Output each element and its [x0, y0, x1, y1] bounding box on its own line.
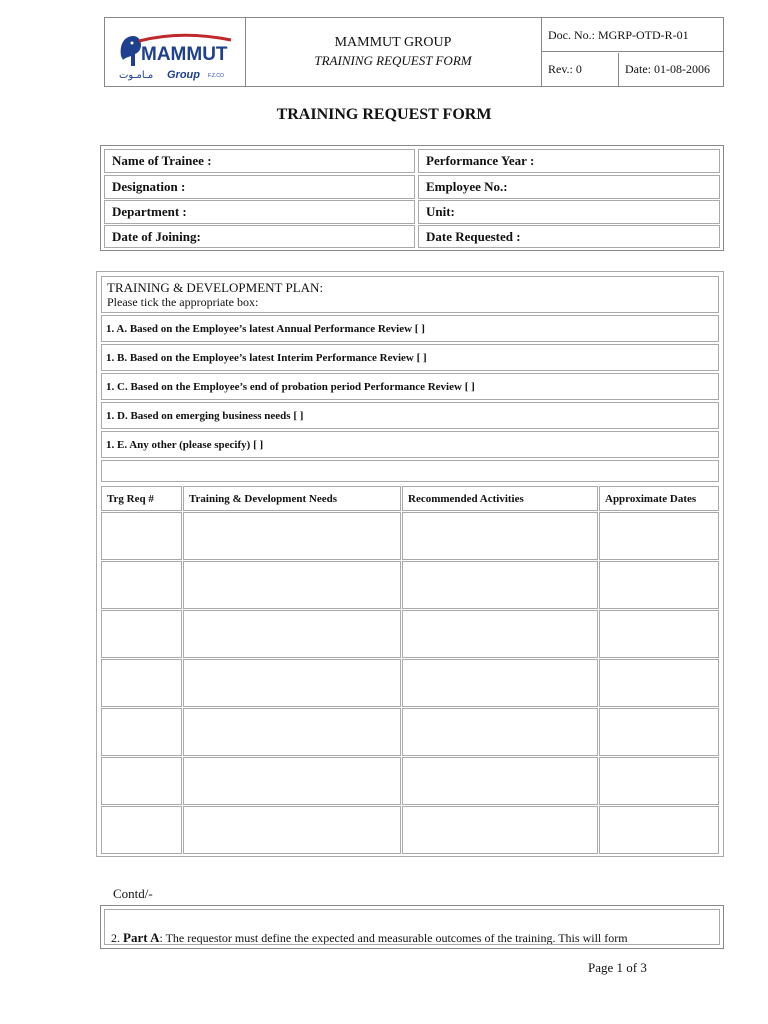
needs-cell[interactable]: [183, 708, 401, 756]
doc-number: Doc. No.: MGRP-OTD-R-01: [541, 18, 723, 52]
part-a-label: Part A: [123, 930, 160, 945]
revision: Rev.: 0: [541, 53, 619, 86]
company-title-cell: [245, 18, 542, 86]
employee-no-field[interactable]: Employee No.:: [418, 175, 720, 199]
trg-req-cell[interactable]: [101, 610, 182, 658]
date-requested-field[interactable]: Date Requested :: [418, 225, 720, 248]
trg-req-cell[interactable]: [101, 512, 182, 560]
activities-cell[interactable]: [402, 610, 598, 658]
col-trg-req: Trg Req #: [101, 486, 182, 511]
date-of-joining-field[interactable]: Date of Joining:: [104, 225, 415, 248]
specify-field[interactable]: [101, 460, 719, 482]
needs-cell[interactable]: [183, 610, 401, 658]
svg-text:مـامـوت: مـامـوت: [119, 70, 154, 81]
dates-cell[interactable]: [599, 708, 719, 756]
name-of-trainee-field[interactable]: Name of Trainee :: [104, 149, 415, 173]
mammut-logo: [111, 26, 239, 82]
part-a-box: [100, 905, 724, 949]
activities-cell[interactable]: [402, 659, 598, 707]
plan-title: TRAINING & DEVELOPMENT PLAN:: [107, 280, 324, 295]
part-a-text: [104, 909, 720, 945]
document-header: [104, 17, 724, 87]
needs-cell[interactable]: [183, 757, 401, 805]
unit-field[interactable]: Unit:: [418, 200, 720, 224]
part-a-body: : The requestor must define the expected and measurable outcomes of the training. This will form: [159, 931, 628, 945]
trainee-info-table: [100, 145, 724, 251]
designation-field[interactable]: Designation :: [104, 175, 415, 199]
svg-text:Group: Group: [167, 69, 200, 81]
svg-text:MAMMUT: MAMMUT: [141, 44, 228, 65]
plan-instruction: Please tick the appropriate box:: [107, 295, 259, 309]
logo-cell: [105, 18, 246, 86]
option-1d[interactable]: 1. D. Based on emerging business needs [ ]: [101, 402, 719, 429]
page-number: Page 1 of 3: [588, 960, 647, 975]
activities-cell[interactable]: [402, 561, 598, 609]
doc-date: Date: 01-08-2006: [625, 62, 710, 76]
activities-cell[interactable]: [402, 757, 598, 805]
option-1c[interactable]: 1. C. Based on the Employee’s end of probation period Performance Review [ ]: [101, 373, 719, 400]
activities-cell[interactable]: [402, 708, 598, 756]
activities-cell[interactable]: [402, 512, 598, 560]
training-plan-section: [96, 271, 724, 857]
option-1a[interactable]: 1. A. Based on the Employee’s latest Annual Performance Review [ ]: [101, 315, 719, 342]
continued-note: Contd/-: [113, 886, 153, 901]
col-activities: Recommended Activities: [402, 486, 598, 511]
needs-cell[interactable]: [183, 806, 401, 854]
plan-header: [101, 276, 719, 313]
trg-req-cell[interactable]: [101, 659, 182, 707]
col-dates: Approximate Dates: [599, 486, 719, 511]
dates-cell[interactable]: [599, 806, 719, 854]
dates-cell[interactable]: [599, 610, 719, 658]
trg-req-cell[interactable]: [101, 806, 182, 854]
form-name: TRAINING REQUEST FORM: [314, 53, 472, 68]
needs-cell[interactable]: [183, 561, 401, 609]
svg-text:F.Z.CO: F.Z.CO: [208, 73, 224, 79]
performance-year-field[interactable]: Performance Year :: [418, 149, 720, 173]
trg-req-cell[interactable]: [101, 757, 182, 805]
part-a-prefix: 2.: [111, 931, 123, 945]
needs-cell[interactable]: [183, 512, 401, 560]
elephant-icon: [121, 36, 141, 66]
dates-cell[interactable]: [599, 561, 719, 609]
option-1b[interactable]: 1. B. Based on the Employee’s latest Interim Performance Review [ ]: [101, 344, 719, 371]
page-title: TRAINING REQUEST FORM: [276, 106, 492, 123]
dates-cell[interactable]: [599, 659, 719, 707]
company-name: MAMMUT GROUP: [334, 35, 452, 50]
needs-cell[interactable]: [183, 659, 401, 707]
trg-req-cell[interactable]: [101, 561, 182, 609]
dates-cell[interactable]: [599, 757, 719, 805]
dates-cell[interactable]: [599, 512, 719, 560]
activities-cell[interactable]: [402, 806, 598, 854]
department-field[interactable]: Department :: [104, 200, 415, 224]
trg-req-cell[interactable]: [101, 708, 182, 756]
doc-info-cell: [541, 18, 723, 86]
option-1e[interactable]: 1. E. Any other (please specify) [ ]: [101, 431, 719, 458]
col-needs: Training & Development Needs: [183, 486, 401, 511]
